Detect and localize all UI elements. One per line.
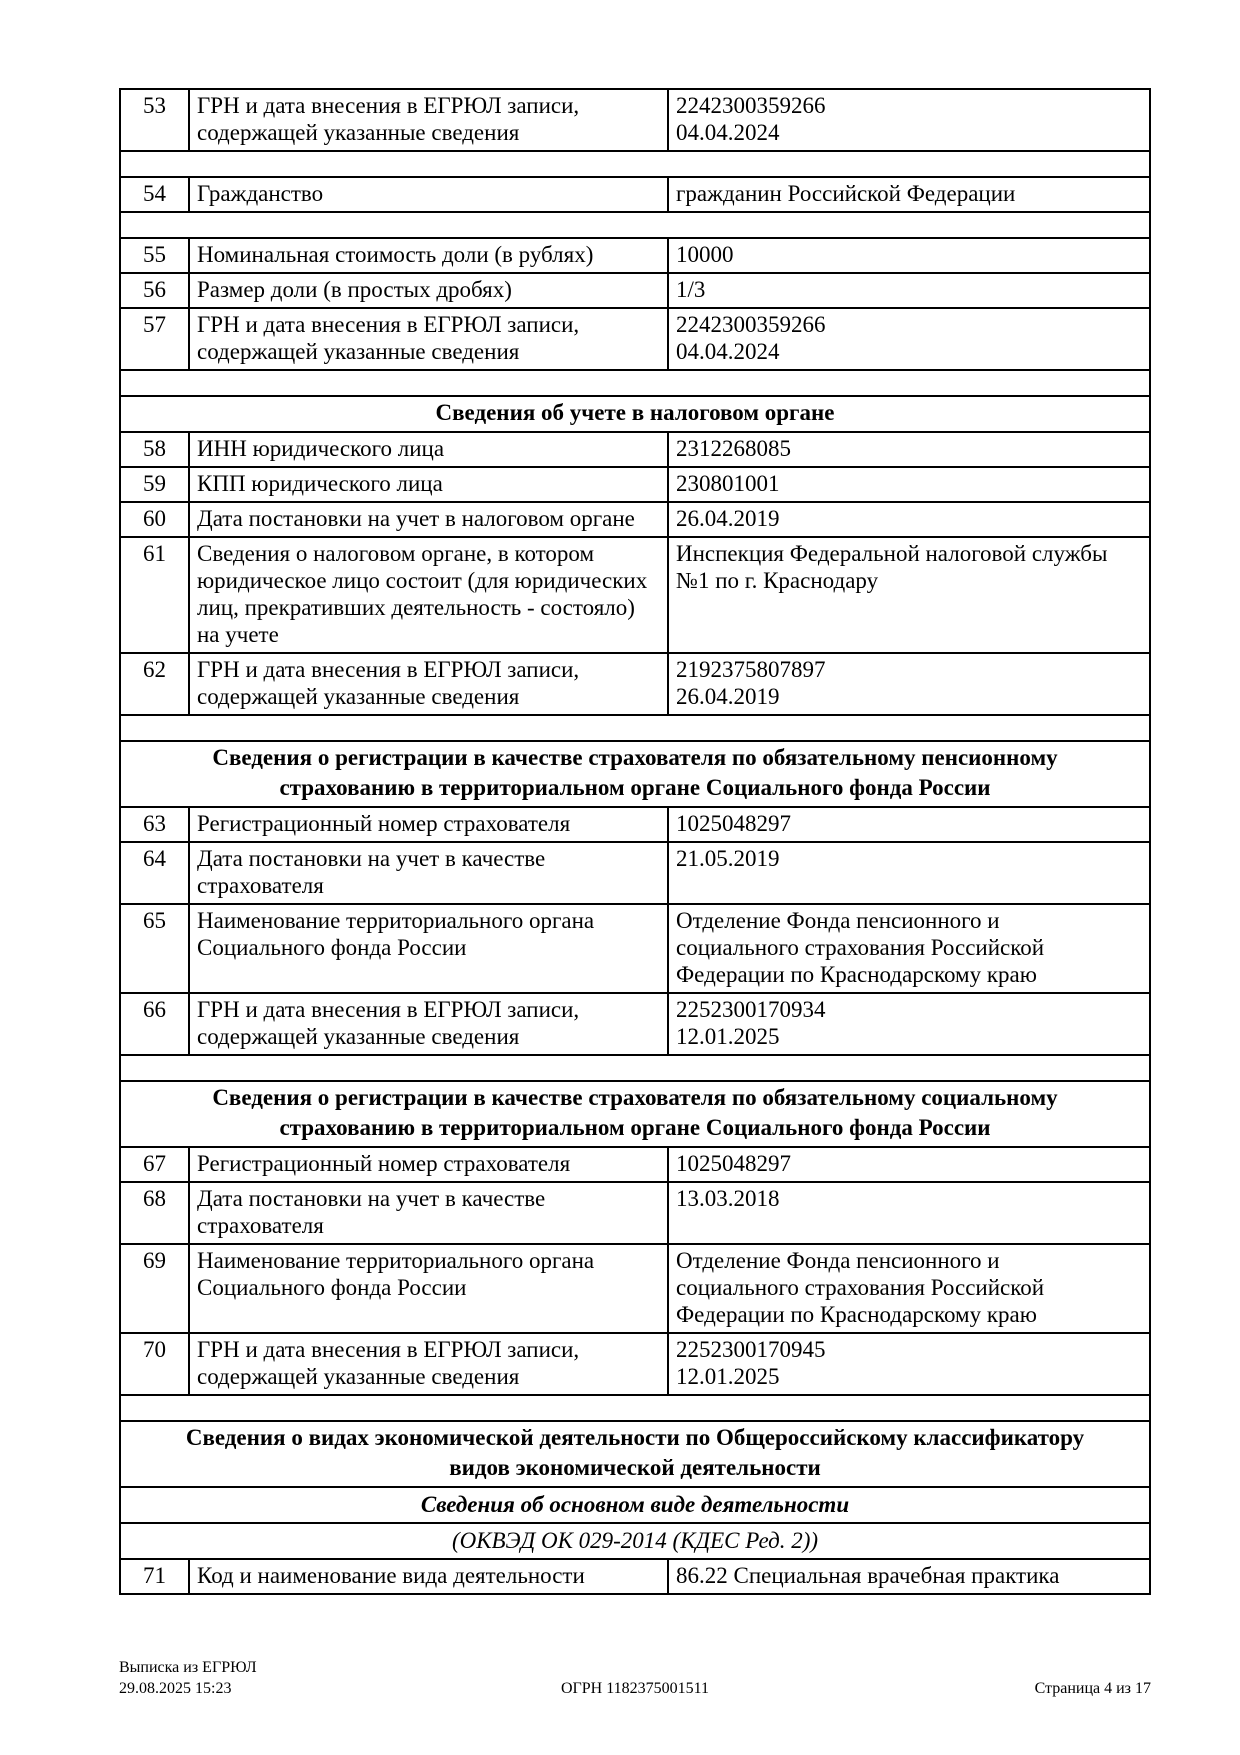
value-line: 26.04.2019: [676, 506, 780, 531]
table-row: [121, 90, 1149, 152]
row-label: ГРН и дата внесения в ЕГРЮЛ записи, содержащей указанные сведения: [190, 1334, 669, 1394]
table-row: [121, 468, 1149, 503]
value-line: 1025048297: [676, 1151, 791, 1176]
row-label: Гражданство: [190, 178, 669, 211]
table-row: [121, 1183, 1149, 1245]
row-value: [669, 503, 1149, 536]
value-line: Федерации по Краснодарскому краю: [676, 1302, 1037, 1327]
row-label: ИНН юридического лица: [190, 433, 669, 466]
section-header: [121, 1082, 1149, 1148]
row-value: [669, 309, 1149, 369]
row-number: 60: [121, 503, 190, 536]
spacer-row: [121, 371, 1149, 397]
value-line: 2242300359266: [676, 93, 826, 118]
value-line: 2252300170945: [676, 1337, 826, 1362]
table-row: [121, 433, 1149, 468]
spacer-row: [121, 1396, 1149, 1422]
value-line: гражданин Российской Федерации: [676, 181, 1016, 206]
row-number: 59: [121, 468, 190, 501]
table-row: [121, 178, 1149, 213]
row-number: 71: [121, 1560, 190, 1593]
row-value: [669, 239, 1149, 272]
page-footer: [119, 1657, 1151, 1705]
footer-doc-type: Выписка из ЕГРЮЛ: [119, 1659, 257, 1676]
value-line: 04.04.2024: [676, 339, 780, 364]
table-row: [121, 843, 1149, 905]
value-line: 13.03.2018: [676, 1186, 780, 1211]
section-title-line: Сведения о регистрации в качестве страхователя по обязательному пенсионному: [212, 745, 1058, 770]
spacer-row: [121, 152, 1149, 178]
row-number: 69: [121, 1245, 190, 1332]
row-label: Сведения о налоговом органе, в котором юридическое лицо состоит (для юридических лиц, прекративших деятельность - состояло) на учете: [190, 538, 669, 652]
row-value: [669, 905, 1149, 992]
row-number: 63: [121, 808, 190, 841]
value-line: Федерации по Краснодарскому краю: [676, 962, 1037, 987]
row-number: 61: [121, 538, 190, 652]
table-row: [121, 538, 1149, 654]
row-number: 54: [121, 178, 190, 211]
row-label: ГРН и дата внесения в ЕГРЮЛ записи, содержащей указанные сведения: [190, 309, 669, 369]
row-value: [669, 994, 1149, 1054]
section-header: [121, 1422, 1149, 1488]
value-line: 2312268085: [676, 436, 791, 461]
subsection-title: (ОКВЭД ОК 029-2014 (КДЕС Ред. 2)): [451, 1528, 819, 1553]
row-number: 67: [121, 1148, 190, 1181]
row-number: 55: [121, 239, 190, 272]
row-number: 70: [121, 1334, 190, 1394]
row-label: Дата постановки на учет в налоговом органе: [190, 503, 669, 536]
value-line: 2192375807897: [676, 657, 826, 682]
footer-ogrn: ОГРН 1182375001511: [560, 1680, 710, 1697]
row-value: [669, 1560, 1149, 1593]
table-row: [121, 1560, 1149, 1593]
spacer-row: [121, 716, 1149, 742]
table-row: [121, 808, 1149, 843]
row-label: ГРН и дата внесения в ЕГРЮЛ записи, содержащей указанные сведения: [190, 90, 669, 150]
row-number: 57: [121, 309, 190, 369]
egrul-table: [119, 88, 1151, 1595]
section-title-line: страхованию в территориальном органе Социального фонда России: [279, 1115, 991, 1140]
table-row: [121, 1334, 1149, 1396]
spacer-row: [121, 1056, 1149, 1082]
table-row: [121, 1148, 1149, 1183]
value-line: 230801001: [676, 471, 780, 496]
table-row: [121, 239, 1149, 274]
value-line: 10000: [676, 242, 734, 267]
row-label: ГРН и дата внесения в ЕГРЮЛ записи, содержащей указанные сведения: [190, 654, 669, 714]
value-line: 86.22 Специальная врачебная практика: [676, 1563, 1060, 1588]
value-line: 1025048297: [676, 811, 791, 836]
row-value: [669, 433, 1149, 466]
row-value: [669, 1148, 1149, 1181]
row-number: 62: [121, 654, 190, 714]
section-header: [121, 742, 1149, 808]
section-header: [121, 397, 1149, 433]
footer-page-number: Страница 4 из 17: [1034, 1680, 1151, 1697]
section-title-line: страхованию в территориальном органе Социального фонда России: [279, 775, 991, 800]
row-value: [669, 90, 1149, 150]
row-label: Наименование территориального органа Социального фонда России: [190, 905, 669, 992]
row-value: [669, 843, 1149, 903]
row-label: Регистрационный номер страхователя: [190, 1148, 669, 1181]
row-label: Наименование территориального органа Социального фонда России: [190, 1245, 669, 1332]
section-title-line: Сведения об учете в налоговом органе: [435, 400, 835, 425]
row-number: 56: [121, 274, 190, 307]
row-number: 65: [121, 905, 190, 992]
row-value: [669, 178, 1149, 211]
row-label: Код и наименование вида деятельности: [190, 1560, 669, 1593]
value-line: 2252300170934: [676, 997, 826, 1022]
table-row: [121, 905, 1149, 994]
row-number: 58: [121, 433, 190, 466]
row-value: [669, 1183, 1149, 1243]
table-row: [121, 309, 1149, 371]
section-title-line: Сведения о видах экономической деятельности по Общероссийскому классификатору: [185, 1425, 1085, 1450]
value-line: 12.01.2025: [676, 1024, 780, 1049]
value-line: №1 по г. Краснодару: [676, 568, 879, 593]
row-number: 68: [121, 1183, 190, 1243]
value-line: Инспекция Федеральной налоговой службы: [676, 541, 1108, 566]
value-line: 04.04.2024: [676, 120, 780, 145]
row-label: КПП юридического лица: [190, 468, 669, 501]
row-value: [669, 538, 1149, 652]
row-value: [669, 654, 1149, 714]
row-number: 66: [121, 994, 190, 1054]
row-number: 64: [121, 843, 190, 903]
row-value: [669, 468, 1149, 501]
row-label: Дата постановки на учет в качестве страхователя: [190, 843, 669, 903]
row-label: ГРН и дата внесения в ЕГРЮЛ записи, содержащей указанные сведения: [190, 994, 669, 1054]
value-line: 21.05.2019: [676, 846, 780, 871]
spacer-row: [121, 213, 1149, 239]
value-line: социального страхования Российской: [676, 935, 1045, 960]
subsection-header: [121, 1524, 1149, 1560]
section-title-line: Сведения о регистрации в качестве страхователя по обязательному социальному: [212, 1085, 1058, 1110]
value-line: социального страхования Российской: [676, 1275, 1045, 1300]
row-label: Номинальная стоимость доли (в рублях): [190, 239, 669, 272]
table-row: [121, 274, 1149, 309]
value-line: Отделение Фонда пенсионного и: [676, 908, 1000, 933]
subsection-header: [121, 1488, 1149, 1524]
subsection-title: Сведения об основном виде деятельности: [420, 1492, 850, 1517]
row-value: [669, 274, 1149, 307]
row-label: Регистрационный номер страхователя: [190, 808, 669, 841]
row-value: [669, 1334, 1149, 1394]
section-title-line: видов экономической деятельности: [449, 1455, 821, 1480]
value-line: 2242300359266: [676, 312, 826, 337]
table-row: [121, 994, 1149, 1056]
row-number: 53: [121, 90, 190, 150]
value-line: 12.01.2025: [676, 1364, 780, 1389]
table-row: [121, 654, 1149, 716]
row-value: [669, 808, 1149, 841]
table-row: [121, 1245, 1149, 1334]
footer-datetime: 29.08.2025 15:23: [119, 1680, 232, 1697]
row-label: Размер доли (в простых дробях): [190, 274, 669, 307]
value-line: 1/3: [676, 277, 706, 302]
value-line: 26.04.2019: [676, 684, 780, 709]
row-label: Дата постановки на учет в качестве страхователя: [190, 1183, 669, 1243]
row-value: [669, 1245, 1149, 1332]
value-line: Отделение Фонда пенсионного и: [676, 1248, 1000, 1273]
table-row: [121, 503, 1149, 538]
